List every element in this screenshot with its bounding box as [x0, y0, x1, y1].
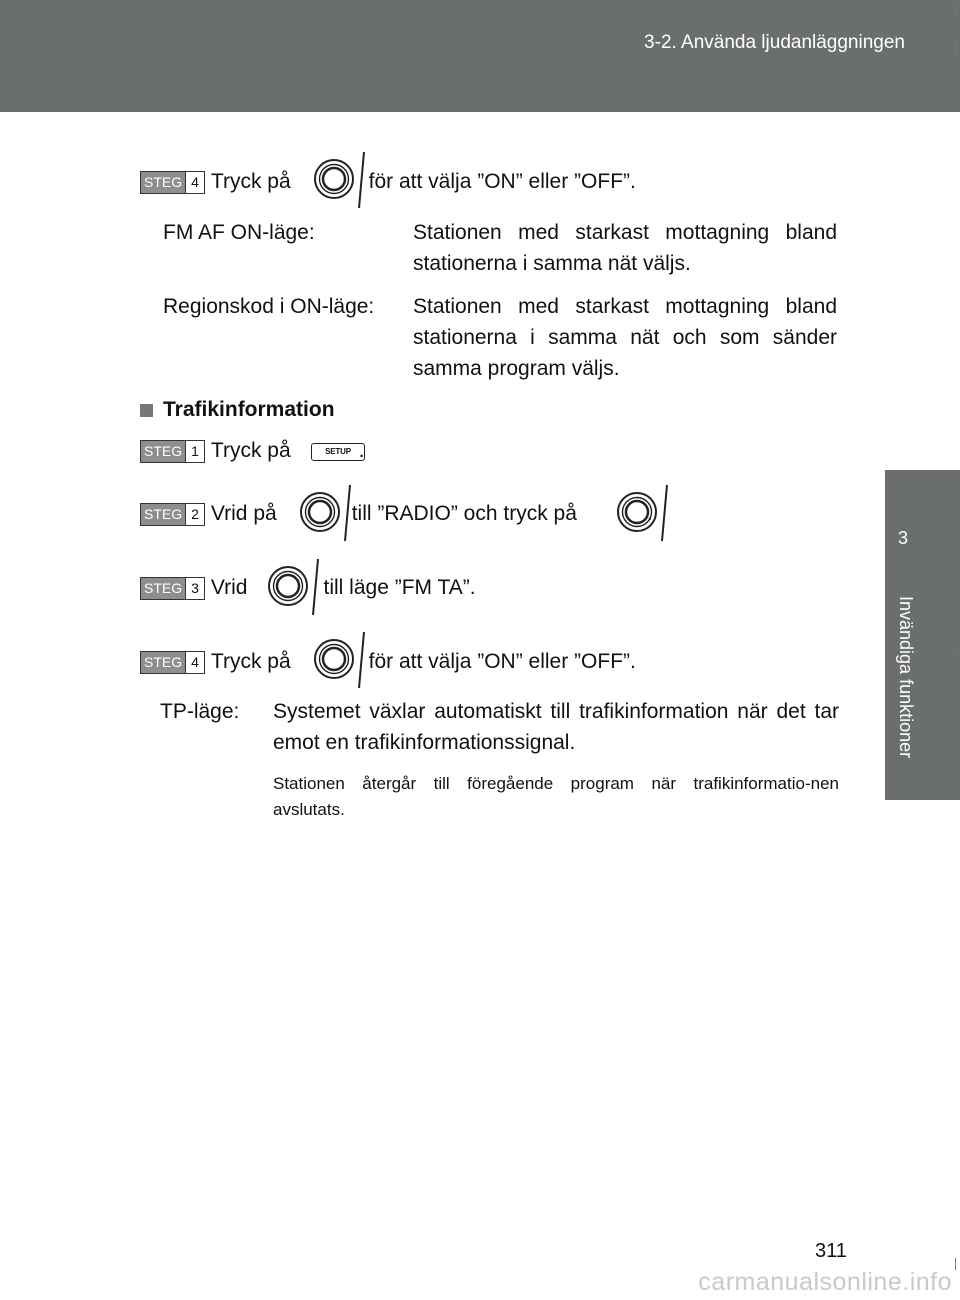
step-badge	[140, 171, 205, 194]
crop-mark	[955, 5, 956, 17]
step-badge	[140, 503, 205, 526]
step-text: Tryck på	[210, 439, 291, 462]
note-text: Stationen återgår till föregående program när trafikinformatio-nen avslutats.	[273, 774, 839, 819]
step-badge-number: 4	[185, 172, 204, 193]
setup-button-icon: SETUP	[311, 443, 365, 461]
tune-knob-icon	[312, 148, 372, 210]
step-row	[140, 647, 636, 677]
definition-description: Stationen med starkast mottagning bland stationerna i samma nät väljs.	[413, 221, 837, 275]
definition-term: Regionskod i ON-läge:	[163, 295, 375, 318]
tune-knob-icon	[298, 481, 358, 543]
header-title: 3-2. Använda ljudanläggningen	[644, 32, 905, 53]
step-row	[140, 499, 653, 529]
step-badge-number: 1	[185, 441, 204, 462]
step-text: Tryck på	[210, 170, 291, 193]
section-bullet-icon	[140, 404, 153, 417]
step-badge-label: STEG	[141, 441, 185, 462]
step-badge	[140, 440, 205, 463]
crop-mark	[955, 1258, 956, 1270]
page-header	[0, 0, 960, 112]
tune-knob-icon	[312, 628, 372, 690]
definition-description: Systemet växlar automatiskt till trafikinformation när det tar emot en trafikinformationssignal.	[273, 700, 839, 754]
chapter-number: 3	[897, 528, 908, 548]
crop-mark	[955, 650, 960, 651]
step-badge-label: STEG	[141, 652, 185, 673]
tune-knob-icon	[615, 481, 675, 543]
chapter-title: Invändiga funktioner	[896, 596, 916, 759]
step-text: .	[358, 439, 365, 462]
step-badge-number: 3	[185, 578, 204, 599]
step-text: till ”RADIO” och tryck på	[351, 502, 577, 525]
chapter-title-tab	[885, 590, 960, 800]
step-badge	[140, 651, 205, 674]
definition-term: TP-läge:	[160, 700, 240, 723]
chapter-number-tab	[885, 470, 960, 590]
step-text: till läge ”FM TA”.	[323, 576, 476, 599]
step-badge-number: 2	[185, 504, 204, 525]
step-badge-number: 4	[185, 652, 204, 673]
step-badge	[140, 577, 205, 600]
step-text: för att välja ”ON” eller ”OFF”.	[368, 650, 636, 673]
tune-knob-icon	[266, 555, 326, 617]
watermark-text: carmanualsonline.info	[698, 1268, 952, 1296]
crop-mark	[955, 42, 956, 54]
step-badge-label: STEG	[141, 504, 185, 525]
section-heading	[140, 398, 335, 422]
definition-term: FM AF ON-läge:	[163, 221, 315, 244]
step-text: Tryck på	[210, 650, 291, 673]
step-text: Vrid	[210, 576, 248, 599]
step-text: .	[646, 502, 653, 525]
step-badge-label: STEG	[141, 578, 185, 599]
definition-description: Stationen med starkast mottagning bland stationerna i samma nät och som sänder samma program väljs.	[413, 295, 837, 380]
step-text: för att välja ”ON” eller ”OFF”.	[368, 170, 636, 193]
step-badge-label: STEG	[141, 172, 185, 193]
page-number: 311	[815, 1240, 847, 1262]
section-title: Trafikinformation	[163, 398, 335, 421]
step-row	[140, 167, 636, 197]
step-text: Vrid på	[210, 502, 277, 525]
